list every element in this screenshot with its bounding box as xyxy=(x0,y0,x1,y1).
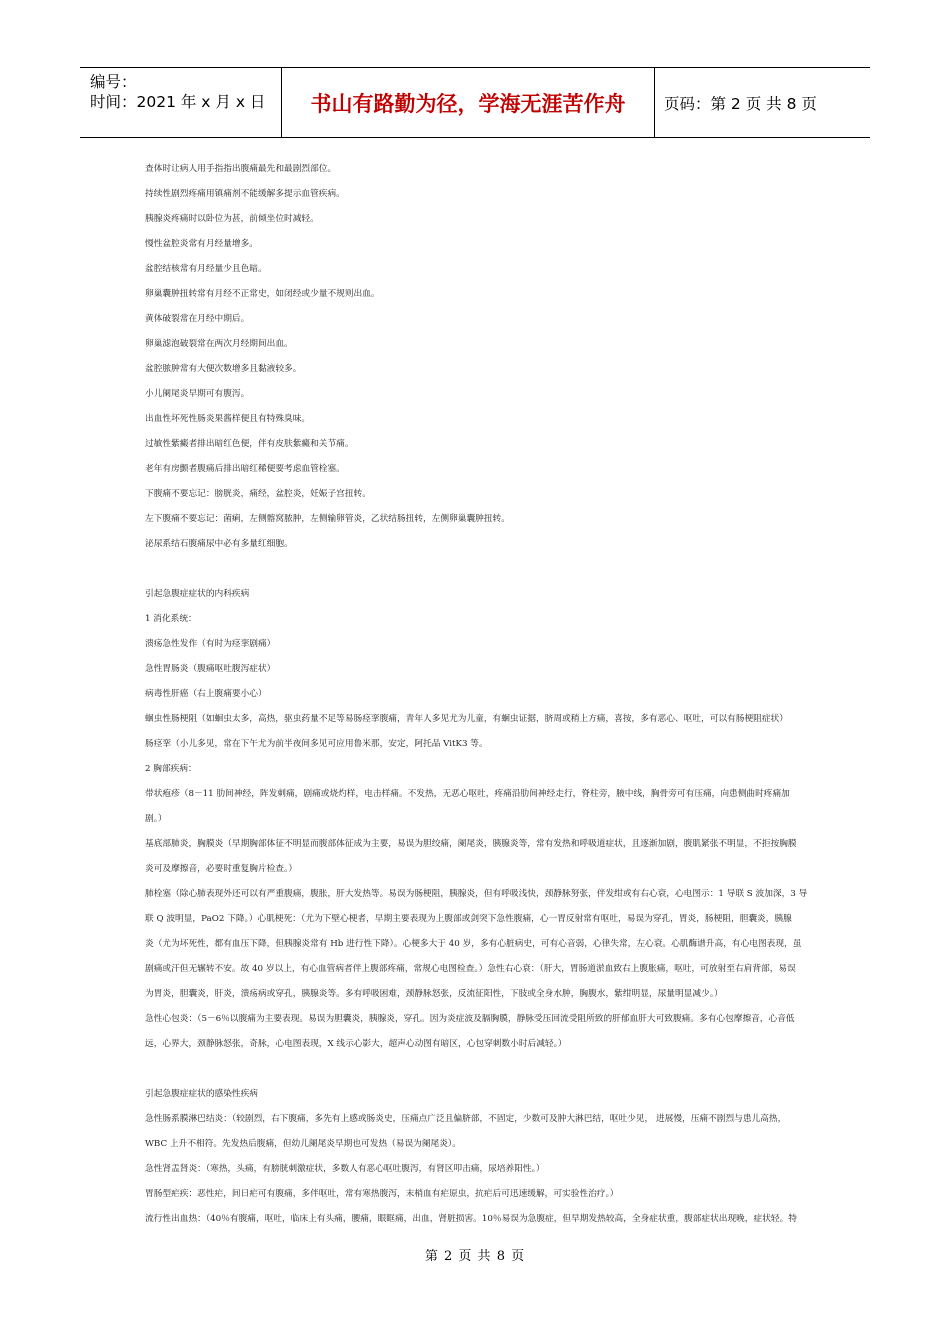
text-line: 急性胃肠炎（腹痛呕吐腹泻症状） xyxy=(145,664,276,674)
text-line: 急性肠系膜淋巴结炎：（较剧烈，右下腹痛，多先有上感或肠炎史，压痛点广泛且偏脐部，不固定，少数可及肿大淋巴结，呕吐少见， 进展慢，压痛不剧烈与患儿高热， xyxy=(145,1114,787,1124)
text-line: 肠痉挛（小儿多见，常在下午尤为前半夜间多见可应用鲁米那，安定，阿托品 VitK3 等。 xyxy=(145,739,488,749)
text-line: 卵巢囊肿扭转常有月经不正常史，如闭经或少量不规则出血。 xyxy=(145,289,380,299)
text-line: 2 胸部疾病： xyxy=(145,764,197,774)
header-motto: 书山有路勤为径，学海无涯苦作舟 xyxy=(282,68,655,137)
document-date-label: 时间：2021 年 x 月 x 日 xyxy=(90,93,266,111)
text-line: 黄体破裂常在月经中期后。 xyxy=(145,314,250,324)
text-line: 联 Q 波明显，PaO2 下降。）心肌梗死：（尤为下壁心梗者，早期主要表现为上腹部或剑突下急性腹痛，心一胃反射常有呕吐，易误为穿孔，胃炎，肠梗阻，胆囊炎，胰腺 xyxy=(145,914,792,924)
page-header xyxy=(80,67,870,138)
text-line: 流行性出血热：（40％有腹痛，呕吐，临床上有头痛，腰痛，眼眶痛，出血，肾脏损害。10％易误为急腹症，但早期发热较高，全身症状重，腹部症状出现晚，症状轻。特 xyxy=(145,1214,797,1224)
text-line: 1 消化系统： xyxy=(145,614,197,624)
text-line: 查体时让病人用手指指出腹痛最先和最剧烈部位。 xyxy=(145,164,337,174)
document-body xyxy=(145,157,815,1232)
text-line: 急性肾盂肾炎：（寒热，头痛，有膀胱刺激症状，多数人有恶心呕吐腹泻，有肾区叩击痛，尿培养阳性。） xyxy=(145,1164,545,1174)
text-line: 胰腺炎疼痛时以卧位为甚，前倾坐位时减轻。 xyxy=(145,214,319,224)
text-line: 出血性坏死性肠炎果酱样便且有特殊臭味。 xyxy=(145,414,311,424)
header-page-number: 页码：第 2 页 共 8 页 xyxy=(664,94,817,113)
text-line: 溃疡急性发作（有时为痉挛剧痛） xyxy=(145,639,276,649)
paragraph-gap xyxy=(145,1057,815,1082)
text-line: 肺栓塞（除心肺表现外还可以有严重腹痛，腹胀，肝大发热等。易误为肠梗阻，胰腺炎，但有呼吸浅快，颈静脉努张，伴发绀或有右心衰，心电图示：1 导联 S 波加深，3 导 xyxy=(145,889,808,899)
text-line: 急性心包炎：（5－6％以腹痛为主要表现。易误为胆囊炎，胰腺炎，穿孔。因为炎症波及膈胸膜，静脉受压回流受阻所致的肝郁血肝大可致腹痛。多有心包摩擦音，心音低 xyxy=(145,1014,795,1024)
text-line: WBC 上升不相符。先发热后腹痛，但幼儿阑尾炎早期也可发热（易误为阑尾炎）。 xyxy=(145,1139,461,1149)
text-line: 引起急腹症症状的内科疾病 xyxy=(145,589,250,599)
text-line: 炎（尤为坏死性，都有血压下降，但胰腺炎常有 Hb 进行性下降）。心梗多大于 40 岁，多有心脏病史，可有心音弱，心律失常，左心衰。心肌酶谱升高，有心电图表现，虽 xyxy=(145,939,802,949)
document-number-label: 编号： xyxy=(90,73,137,91)
text-line: 过敏性紫癜者排出暗红色便，伴有皮肤紫癜和关节痛。 xyxy=(145,439,354,449)
text-line: 老年有房颤者腹痛后排出暗红稀便要考虑血管栓塞。 xyxy=(145,464,345,474)
page-footer: 第 2 页 共 8 页 xyxy=(424,1249,526,1264)
text-line: 小儿阑尾炎早期可有腹泻。 xyxy=(145,389,250,399)
text-line: 下腹痛不要忘记：膀胱炎，痛经，盆腔炎，妊娠子宫扭转。 xyxy=(145,489,371,499)
text-line: 病毒性肝癌（右上腹痛要小心） xyxy=(145,689,267,699)
text-line: 剧。） xyxy=(145,814,167,824)
text-line: 慢性盆腔炎常有月经量增多。 xyxy=(145,239,258,249)
text-line: 持续性剧烈疼痛用镇痛剂不能缓解多提示血管疾病。 xyxy=(145,189,345,199)
paragraph-gap xyxy=(145,557,815,582)
text-line: 基底部肺炎，胸膜炎（早期胸部体征不明显而腹部体征成为主要，易误为胆绞痛，阑尾炎，胰腺炎等，常有发热和呼吸道症状，且逐渐加剧，腹肌紧张不明显，不拒按胸膜 xyxy=(145,839,797,849)
text-line: 蛔虫性肠梗阻（如蛔虫太多，高热，驱虫药量不足等易肠痉挛腹痛，青年人多见尤为儿童，有蛔虫证据，脐周或稍上方痛，喜按，多有恶心、呕吐，可以有肠梗阻症状） xyxy=(145,714,788,724)
text-line: 引起急腹症症状的感染性疾病 xyxy=(145,1089,258,1099)
text-line: 左下腹痛不要忘记：菌痢，左侧髂窝脓肿，左侧输卵管炎，乙状结肠扭转，左侧卵巢囊肿扭转。 xyxy=(145,514,510,524)
text-line: 盆腔结核常有月经量少且色暗。 xyxy=(145,264,267,274)
text-line: 胃肠型疟疾：恶性疟，间日疟可有腹痛，多伴呕吐，常有寒热腹泻，末梢血有疟原虫，抗疟后可迅速缓解，可实验性治疗。） xyxy=(145,1189,619,1199)
text-line: 卵巢滤泡破裂常在两次月经期间出血。 xyxy=(145,339,293,349)
text-line: 泌尿系结石腹痛尿中必有多量红细胞。 xyxy=(145,539,293,549)
text-line: 带状疱疹（8－11 肋间神经，阵发刺痛，剧痛或烧灼样，电击样痛。不发热，无恶心呕吐，疼痛沿肋间神经走行，脊柱旁，腋中线，胸骨旁可有压痛，向患侧曲时疼痛加 xyxy=(145,789,790,799)
header-left-cell xyxy=(80,68,282,137)
text-line: 盆腔脓肿常有大便次数增多且黏液较多。 xyxy=(145,364,302,374)
text-line: 炎可及摩擦音，必要时重复胸片检查。） xyxy=(145,864,298,874)
text-line: 剧痛或汗但无辗转不安。故 40 岁以上，有心血管病者伴上腹部疼痛，常规心电图检查。）急性右心衰：（肝大，胃肠道淤血致右上腹胀痛，呕吐，可放射至右肩背部，易误 xyxy=(145,964,796,974)
text-line: 为胃炎，胆囊炎，肝炎，溃疡病或穿孔，胰腺炎等。多有呼吸困难，颈静脉怒张，反流征阳性，下肢或全身水肿，胸腹水，紫绀明显，尿量明显减少。） xyxy=(145,989,723,999)
text-line: 远，心界大，颈静脉怒张，奇脉，心电图表现，X 线示心影大，超声心动图有暗区，心包穿刺数小时后减轻。） xyxy=(145,1039,567,1049)
